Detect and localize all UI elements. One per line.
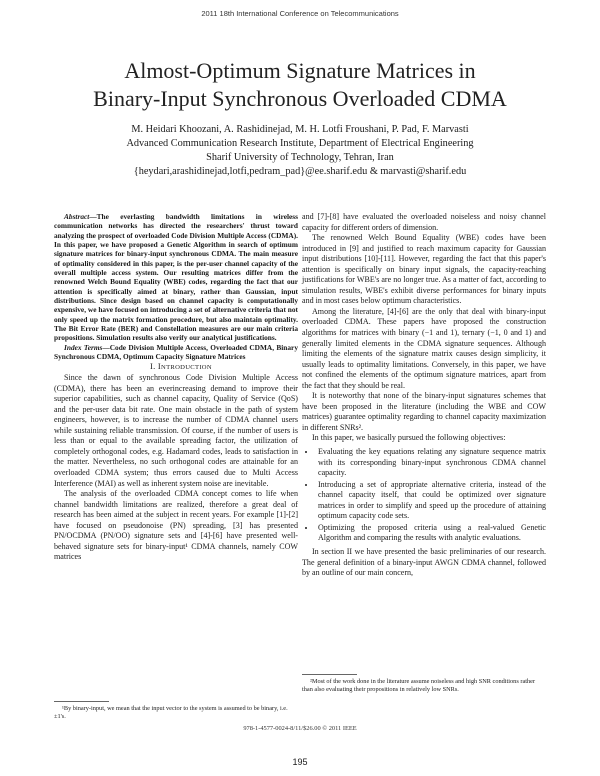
footnote-left [54,697,298,721]
footnote-divider [302,674,357,675]
right-column [302,212,546,579]
right-paragraph-5: In section II we have presented the basic preliminaries of our research. The general definition of a binary-input AWGN CDMA channel, followed by an outline of our main concern, [302,546,546,578]
abstract-text: —The everlasting bandwidth limitations in wireless communication networks has directed the researchers' thrust toward analyzing the prospect of overloaded Code Division Multiple Access (CDMA). In this paper, we have proposed a Genetic Algorithm in search of optimum signature matrices for binary-input synchronous CDMA. The main measure of optimality considered in this paper, is the per-user channel capacity of the overall multiple access system. Our resulting matrices differ from the renowned Welch Bound Equality (WBE) codes, regarding the fact that our attention is specifically aimed at binary, rather than Gaussian, input distributions. Since design based on channel capacity is computationally expensive, we have focused on introducing a set of alternative criteria that not only speed up the matrix formation procedure, but also maintain optimality. The Bit Error Rate (BER) and Constellation measures are our main criteria propositions. Simulation results also verify our analytical justifications. [54,212,298,343]
footnote-1: ¹By binary-input, we mean that the input vector to the system is assumed to be binary, i.e. ±1's. [54,705,288,720]
right-paragraph-0: and [7]-[8] have evaluated the overloaded noiseless and noisy channel capacity for different orders of dimension. [302,212,546,232]
left-column [54,212,298,563]
abstract-label: Abstract [64,212,90,221]
objectives-list [302,447,546,544]
footnote-right [302,670,546,694]
page-number: 195 [292,757,308,767]
intro-paragraph-2: The analysis of the overloaded CDMA concept comes to life when channel bandwidth limitations are realized, therefore a great deal of research has been aimed at the subject in recent years. For example [1]-[2] have focused on pseudonoise (PN) spreading, [3] has presented PN/OCDMA (PN/OO) signature sets and [4]-[6] have presented well-behaved signature sets for binary-input¹ CDMA channels, namely COW matrices [54,489,298,562]
right-paragraph-3: It is noteworthy that none of the binary-input signatures schemes that have been proposed in the literature (including the WBE and COW matrices) guarantee optimality regarding to channel capacity maximization in different SNRs². [302,391,546,432]
right-paragraph-2: Among the literature, [4]-[6] are the only that deal with binary-input overloaded CDMA. These papers have proposed the construction algorithms for matrices with binary (−1 and 1), ternary (−1, 0 and 1) and generally limited elements in the CDMA signature sequences. Although limiting the elements of the signature matrix causes design simplicity, it usually leads to optimality limitations. Conversely, in this paper, we have not confined the elements of the optimum signature matrices, apart from the fact that they should be real. [302,306,546,390]
index-terms [54,343,298,362]
list-item: • Introducing a set of appropriate alternative criteria, instead of the channel capacity itself, that could be optimized over signature matrices in order to simplify and speed up the procedure of attaining optimum capacity code sets. [316,480,546,522]
footnote-divider [54,701,109,702]
paper-title [40,57,560,113]
affiliation-line-2: Sharif University of Technology, Tehran, Iran [206,152,394,163]
list-item: • Evaluating the key equations relating any signature sequence matrix with its corresponding binary-input synchronous CDMA channel capacity. [316,447,546,479]
title-line-2: Binary-Input Synchronous Overloaded CDMA [93,86,507,111]
list-item: • Optimizing the proposed criteria using a real-valued Genetic Algorithm and comparing the results with analytic evaluations. [316,523,546,544]
isbn-line: 978-1-4577-0024-8/11/$26.00 © 2011 IEEE [243,725,357,732]
index-terms-label: Index Terms [64,342,103,352]
right-paragraph-1: The renowned Welch Bound Equality (WBE) codes have been introduced in [9] and justified to reach maximum capacity for Gaussian input distributions [10]-[11]. However, regarding the fact that this paper's attention is specifically on binary input signals, the capacity-reaching justifications for WBE's are no longer true. As a matter of fact, according to simulation results, WBE's exhibit diverse performances for binary inputs and in most cases below optimum characteristics. [302,233,546,306]
right-paragraph-4: In this paper, we basically pursued the following objectives: [312,433,506,443]
author-names: M. Heidari Khoozani, A. Rashidinejad, M. H. Lotfi Froushani, P. Pad, F. Marvasti [131,124,469,135]
abstract [54,212,298,362]
footnote-2: ²Most of the work done in the literature assume noiseless and high SNR conditions rather than also evaluating their propositions in relatively low SNRs. [302,678,536,693]
title-line-1: Almost-Optimum Signature Matrices in [124,58,476,83]
index-terms-text: —Code Division Multiple Access, Overloaded CDMA, Binary Synchronous CDMA, Optimum Capacity Signature Matrices [54,342,298,362]
affiliation-line-1: Advanced Communication Research Institute, Department of Electrical Engineering [126,138,474,149]
intro-paragraph-1: Since the dawn of synchronous Code Division Multiple Access (CDMA), there has been an everincreasing demand to improve their superior capabilities, such as channel capacity, Quality of Service (QoS) and the per-user data bit rate. One main obstacle in the path of system engineers, however, is to increase the number of CDMA channel users while sustaining reliable transmission. Of course, if the number of users is less than or equal to the available spreading factor, the utilization of completely orthogonal codes, e.g. Hadamard codes, leads to satisfaction in the matter. Nevertheless, no such orthogonal codes are attainable for an overloaded CDMA system; thus errors caused due to Multi Access Interference (MAI) as well as inherent system noise are inevitable. [54,373,298,488]
author-emails: {heydari,arashidinejad,lotfi,pedram_pad}@ee.sharif.edu & marvasti@sharif.edu [133,166,467,177]
conference-header: 2011 18th International Conference on Telecommunications [201,9,399,18]
section-heading: I. INTRODUCTION [150,361,212,371]
author-block [40,123,560,179]
